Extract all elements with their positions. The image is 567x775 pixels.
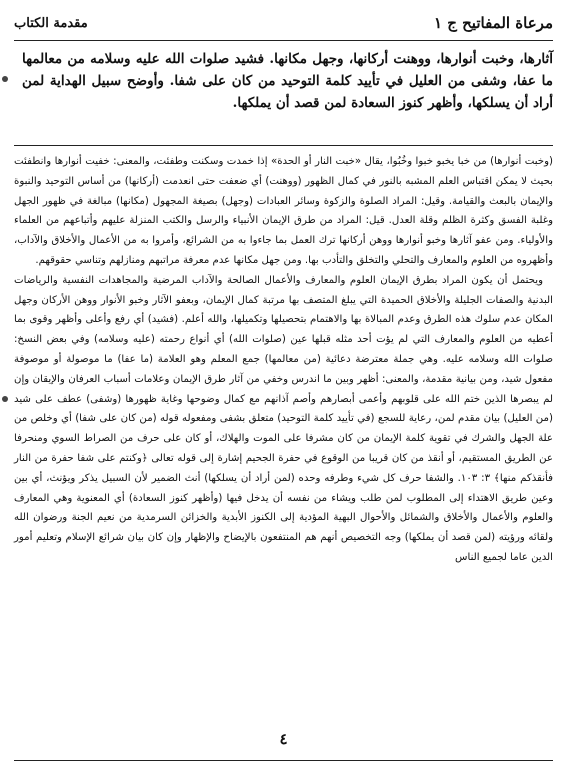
page-number: ٤ bbox=[279, 730, 288, 748]
commentary bbox=[14, 152, 553, 568]
commentary-paragraph: (وخبت أنوارها) من خبا يخبو خبوا وخُبُوا، يقال «خبت النار أو الحدة» إذا خمدت وسكنت وطفئت، والمعنى: خفيت أنوارها وانطفئت بحيث لا يمكن اقتباس العلم المشبه بالنور في كمال الظهور (ووهنت) أي ضعفت حتى انعدمت (أركانها) من أساس التوحيد والنبوة والإيمان بالبعث والقيامة. وقيل: المراد الصلوة والزكوة وسائر العبادات (وجهل) بصيغة المجهول (مكانها) مبالغة في ظهور الجهل وغلبة الفسق وكثرة الظلم وقلة العدل. قيل: المراد من طرق الإيمان الأنبياء والرسل والكتب المنزلة عليهم وأتباعهم من العلماء والأولياء. ومن عفو آثارها وخبو أنوارها ووهن أركانها ترك العمل بما جاءوا به من الشرائع، وأمروا به من الأعمال والأخلاق والآداب، وأظهروه من العلوم والمعارف والتحلي والتخلق والتأدب بها. ومن جهل مكانها عدم معرفة مراتبهم ومنازلهم وتناسي حقوقهم. bbox=[14, 156, 553, 266]
commentary-paragraph: ويحتمل أن يكون المراد بطرق الإيمان العلوم والمعارف والأعمال الصالحة والآداب المرضية والمجاهدات النفسية والرياضات البدنية والصفات الجليلة والأخلاق الحميدة التي يبلغ المتصف بها مرتبة كمال الإيمان، وبعفو الآثار وخبو الأنوار ووهن الأركان وجهل المكان عدم سلوك هذه الطرق وعدم المبالاة بها والاهتمام بتحصيلها وتكميلها، والله أعلم. (فشيد) أي رفع وأعلى وأظهر وقوى بما أعطيه من العلوم والمعارف التي لم يؤت أحد مثله قبلها عين (صلوات الله) أي أنواع رحمته (عليه وسلامه) وفي بعض النسخ: صلوات الله وسلامه عليه. وهي جملة معترضة دعائية (من معالمها) جمع المعلم وهو العلامة (ما عفا) ما موصولة أو موصوفة مفعول شيد، ومن بيانية مقدمة، والمعنى: أظهر وبين ما اندرس وخفي من آثار طرق الإيمان وعلامات أسباب العرفان والإيقان وإن لم يبصرها الذين ختم الله على قلوبهم وأعمى أبصارهم وأصم آذانهم مع كمال وضوحها وغاية ظهورها (وشفى) عطف على شيد (من العليل) بيان مقدم لمن، رعاية للسجع (في تأييد كلمة التوحيد) متعلق بشفى ومفعوله قوله (من كان على شفا) أي وخلص من علة الجهل والشرك في تقوية كلمة الإيمان من كان مشرفا على الموت والهلاك، أو كان على حرف من الصراط السوي ومنحرفا عن الطريق المستقيم، أو أنقذ من كان قريبا من الوقوع في حفرة الجحيم إشارة إلى قوله تعالى ﴿وكنتم على شفا حفرة من النار فأنقذكم منها﴾ ٣: ١٠٣. والشفا حرف كل شيء وطرفه وحده (لمن أراد أن يسلكها) أنث الضمير لأن السبيل يذكر ويؤنث، أي بين وعين طريق الاهتداء إلى المطلوب لمن طلب ويشاء من نفسه أن يدخل فيها (وأظهر كنوز السعادة) أي المعنوية وهي المعارف والعلوم والأعمال والأخلاق والشمائل والأحوال البهية المؤدية إلى الكنوز الأبدية والخزائن السرمدية من نعيم الجنة ورضوان الله ولقائه ورؤيته (لمن قصد أن يملكها) وجه التخصيص أنهم هم المنتفعون بالإيضاح والإظهار وإن كان بيان شرائع الإسلام وتعليم أمور الدين عاما لجميع الناس bbox=[14, 274, 554, 563]
text-separator bbox=[14, 145, 553, 146]
main-text: آثارها، وخبت أنوارها، ووهنت أركانها، وجهل مكانها. فشيد صلوات الله عليه وسلامه من معالمها ما عفا، وشفى من العليل في تأييد كلمة التوحيد من كان على شفا. وأوضح سبيل الهداية لمن أراد أن يسلكها، وأظهر كنوز السعادة لمن قصد أن يملكها. bbox=[22, 51, 553, 111]
section-title: مقدمة الكتاب bbox=[14, 15, 88, 31]
margin-mark-icon bbox=[2, 396, 8, 402]
book-title: مرعاة المفاتيح ج ١ bbox=[433, 14, 553, 32]
header-rule bbox=[14, 40, 553, 41]
running-header bbox=[14, 6, 553, 40]
margin-mark-icon bbox=[2, 76, 8, 82]
footer-rule bbox=[14, 760, 553, 761]
